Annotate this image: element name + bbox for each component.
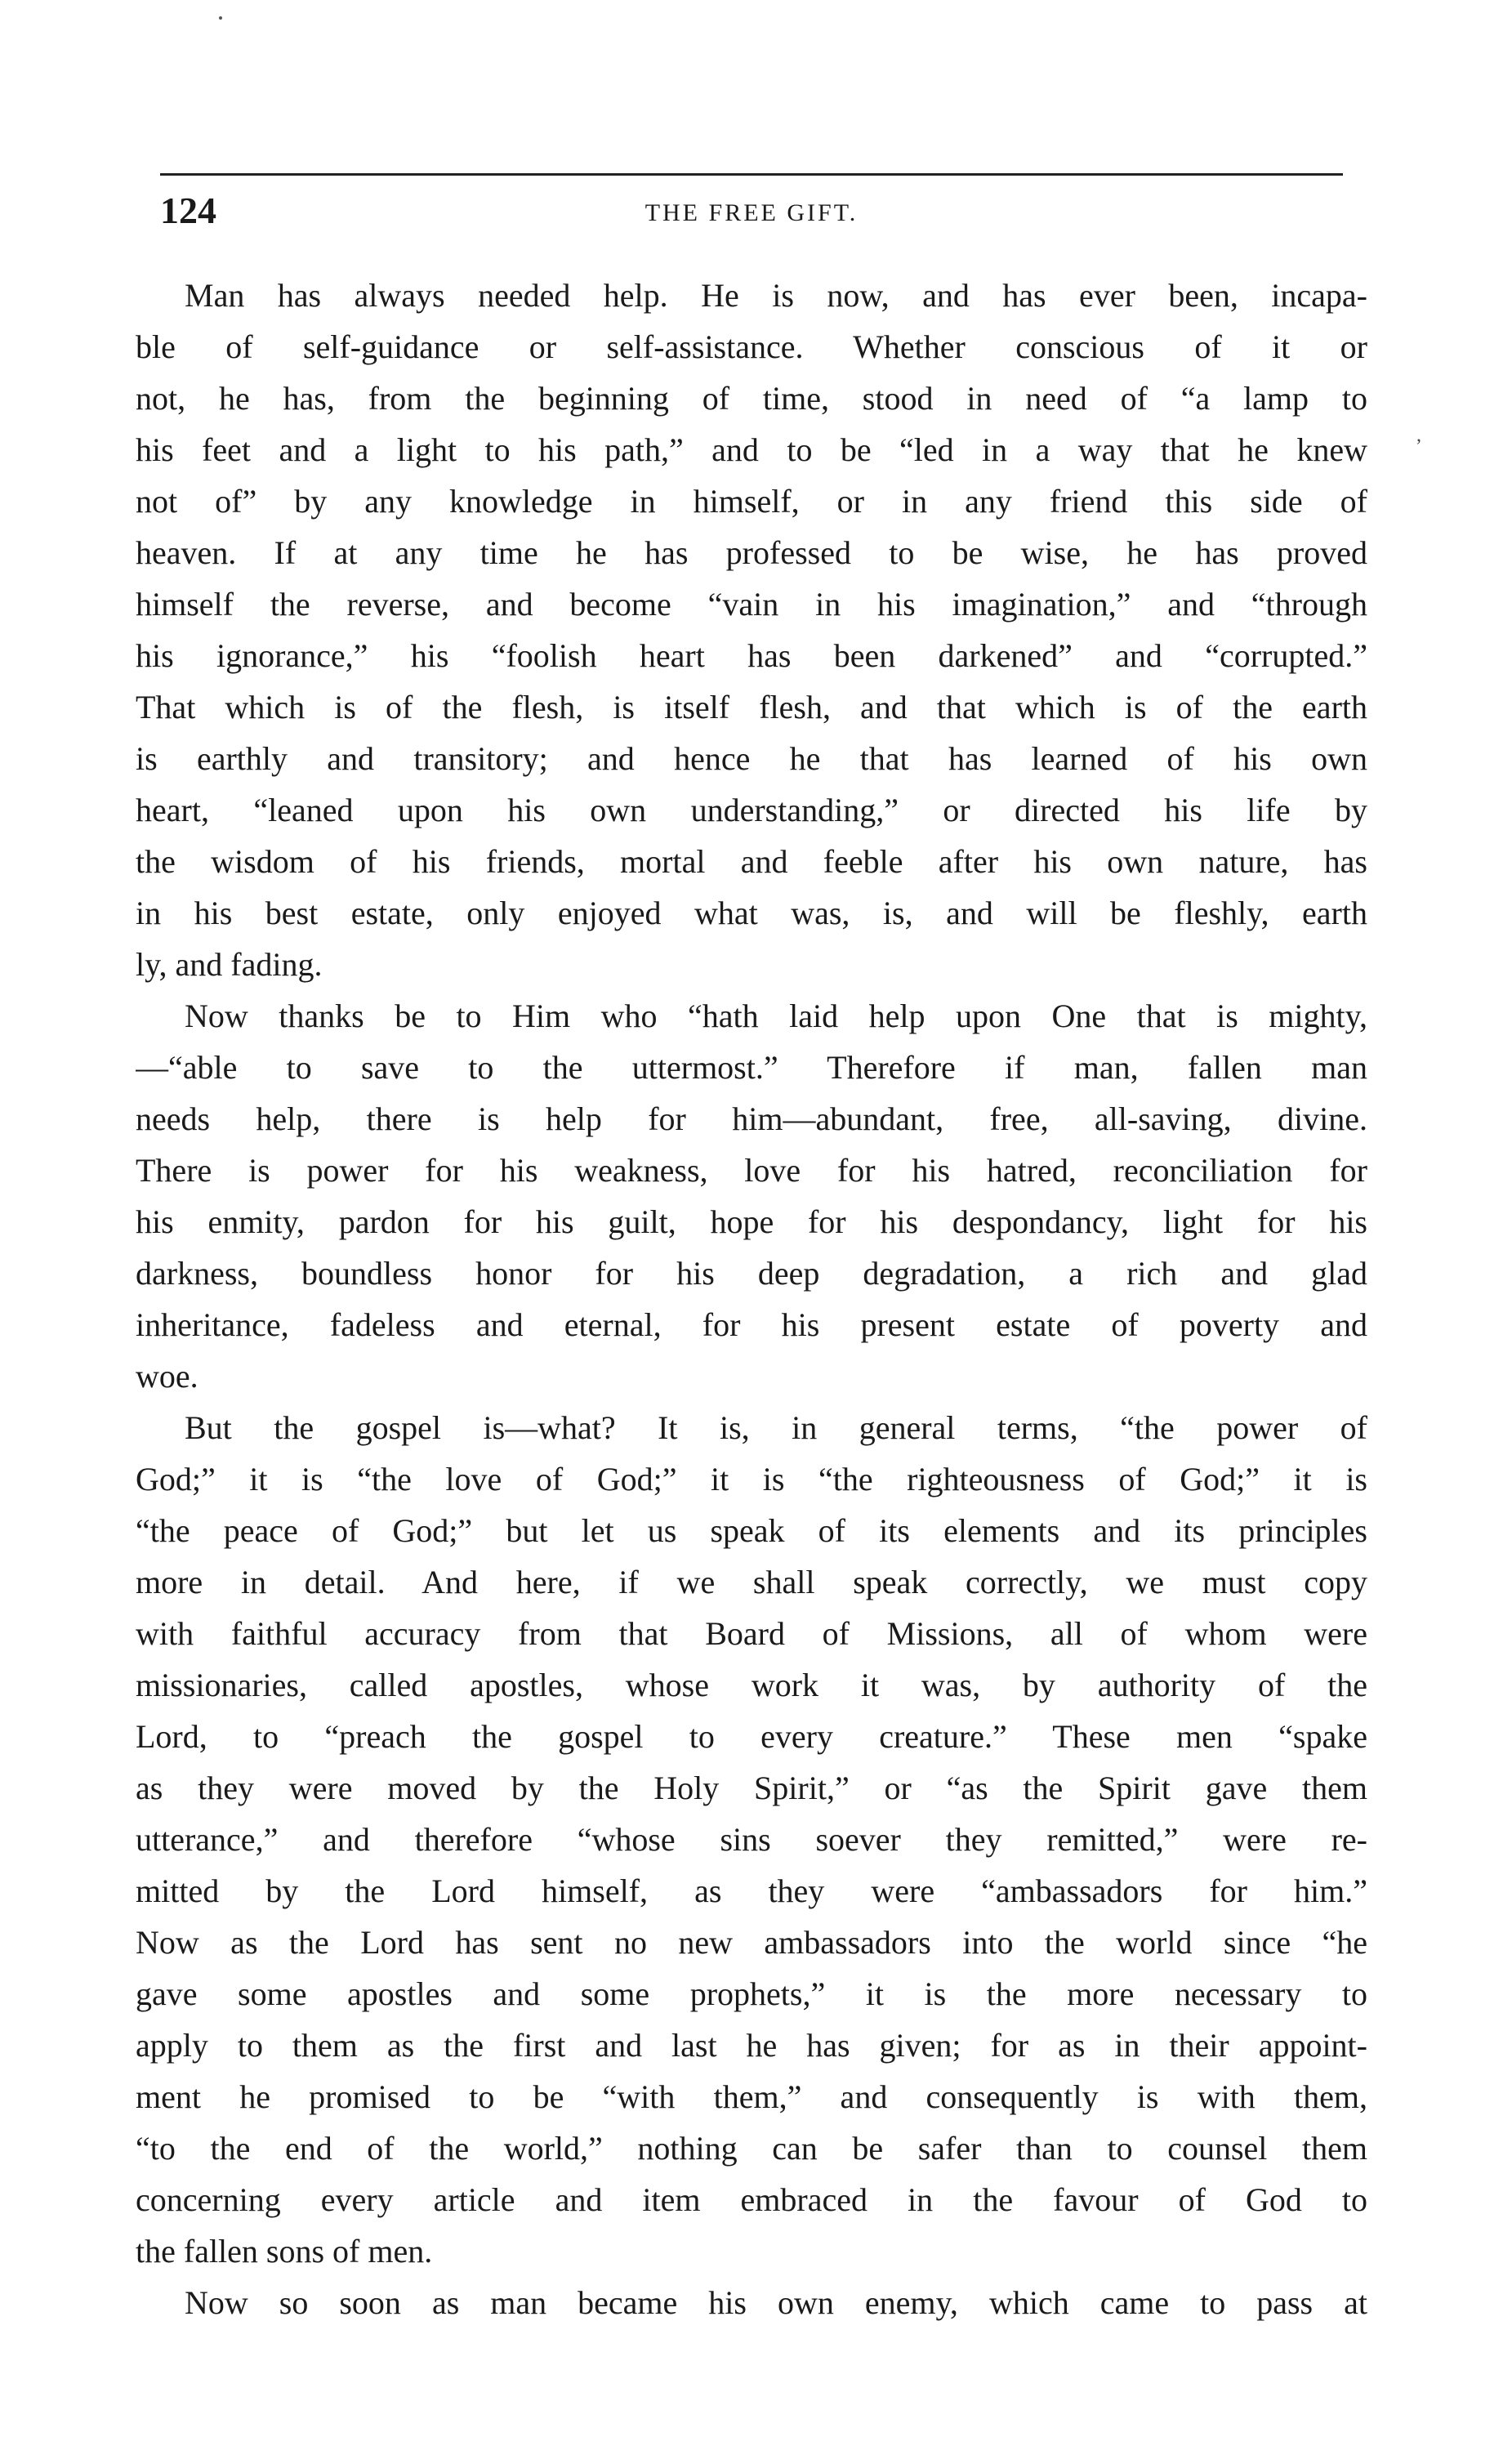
page-number: 124 (160, 190, 216, 231)
text-line: Man has always needed help. He is now, and has ever been, incapa- (185, 277, 1367, 314)
text-line: concerning every article and item embraced in the favour of God to (136, 2181, 1367, 2218)
text-line: utterance,” and therefore “whose sins soever they remitted,” were re- (136, 1821, 1367, 1858)
text-line: There is power for his weakness, love for his hatred, reconciliation for (136, 1152, 1367, 1189)
text-line: apply to them as the first and last he has given; for as in their appoint- (136, 2027, 1367, 2064)
text-line: But the gospel is—what? It is, in general terms, “the power of (185, 1409, 1367, 1446)
paragraph-2 (136, 990, 1367, 1402)
text-line: Lord, to “preach the gospel to every creature.” These men “spake (136, 1718, 1367, 1755)
text-line: heart, “leaned upon his own understanding,” or directed his life by (136, 792, 1367, 828)
text-line: himself the reverse, and become “vain in his imagination,” and “through (136, 586, 1367, 623)
text-line: mitted by the Lord himself, as they were “ambassadors for him.” (136, 1872, 1367, 1909)
text-line: “the peace of God;” but let us speak of its elements and its principles (136, 1512, 1367, 1549)
paragraph-1 (136, 270, 1367, 990)
text-line: missionaries, called apostles, whose work it was, by authority of the (136, 1667, 1367, 1703)
text-line: inheritance, fadeless and eternal, for his present estate of poverty and (136, 1306, 1367, 1343)
text-line: “to the end of the world,” nothing can be safer than to counsel them (136, 2130, 1367, 2167)
text-line: as they were moved by the Holy Spirit,” or “as the Spirit gave them (136, 1770, 1367, 1806)
text-line: heaven. If at any time he has professed to be wise, he has proved (136, 534, 1367, 571)
text-line: ly, and fading. (136, 946, 323, 983)
body-text (136, 270, 1367, 2328)
text-line: woe. (136, 1358, 198, 1395)
text-line: more in detail. And here, if we shall speak correctly, we must copy (136, 1564, 1367, 1600)
text-line: God;” it is “the love of God;” it is “the righteousness of God;” it is (136, 1461, 1367, 1497)
text-line: in his best estate, only enjoyed what was, is, and will be fleshly, earth (136, 895, 1367, 931)
text-line: needs help, there is help for him—abundant, free, all-saving, divine. (136, 1100, 1367, 1137)
text-line: is earthly and transitory; and hence he that has learned of his own (136, 740, 1367, 777)
text-line: —“able to save to the uttermost.” Therefore if man, fallen man (136, 1049, 1367, 1086)
text-line: darkness, boundless honor for his deep degradation, a rich and glad (136, 1255, 1367, 1292)
text-line: not of” by any knowledge in himself, or in any friend this side of (136, 483, 1367, 520)
text-line: ble of self-guidance or self-assistance. Whether conscious of it or (136, 328, 1367, 365)
text-line: the wisdom of his friends, mortal and feeble after his own nature, has (136, 843, 1367, 880)
text-line: ment he promised to be “with them,” and consequently is with them, (136, 2078, 1367, 2115)
margin-mark: , (1416, 425, 1421, 446)
text-line: his enmity, pardon for his guilt, hope for his despondancy, light for his (136, 1203, 1367, 1240)
text-line: That which is of the flesh, is itself flesh, and that which is of the earth (136, 689, 1367, 725)
ink-speck (219, 16, 222, 20)
text-line: Now as the Lord has sent no new ambassadors into the world since “he (136, 1924, 1367, 1961)
header-rule (160, 173, 1343, 176)
paragraph-4 (136, 2277, 1367, 2328)
text-line: Now so soon as man became his own enemy, which came to pass at (185, 2284, 1367, 2321)
text-line: his feet and a light to his path,” and to be “led in a way that he knew (136, 431, 1367, 468)
running-title: THE FREE GIFT. (644, 199, 859, 226)
text-line: not, he has, from the beginning of time, stood in need of “a lamp to (136, 380, 1367, 417)
text-line: the fallen sons of men. (136, 2233, 433, 2270)
text-line: his ignorance,” his “foolish heart has been darkened” and “corrupted.” (136, 637, 1367, 674)
text-line: with faithful accuracy from that Board of Missions, all of whom were (136, 1615, 1367, 1652)
running-head (160, 186, 1343, 243)
text-line: Now thanks be to Him who “hath laid help upon One that is mighty, (185, 998, 1367, 1034)
text-line: gave some apostles and some prophets,” it is the more necessary to (136, 1975, 1367, 2012)
paragraph-3 (136, 1402, 1367, 2277)
